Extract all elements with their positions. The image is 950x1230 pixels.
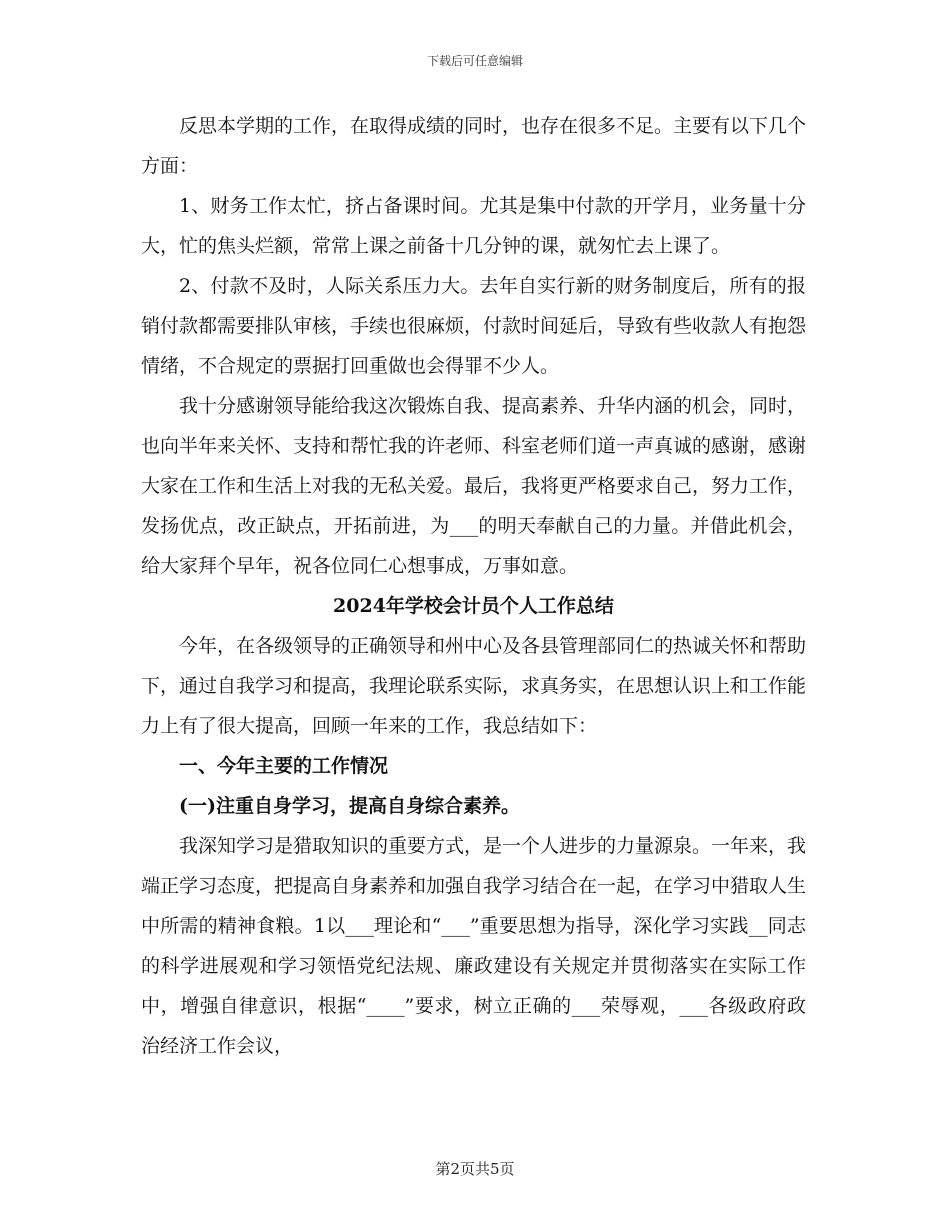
paragraph-reflection: 反思本学期的工作，在取得成绩的同时，也存在很多不足。主要有以下几个方面： [141,115,807,177]
page-footer: 第2页共5页 [435,1160,515,1178]
paragraph-thanks: 我十分感谢领导能给我这次锻炼自我、提高素养、升华内涵的机会，同时，也向半年来关怀、支持和帮忙我的许老师、科室老师们道一声真诚的感谢，感谢大家在工作和生活上对我的无私关爱。最后，我将更严格要求自己，努力工作，发扬优点，改正缺点，开拓前进，为___的明天奉献自己的力量。并借此机会，给大家拜个早年，祝各位同仁心想事成，万事如意。 [141,395,807,577]
paragraph-issue-2: 2、付款不及时，人际关系压力大。去年自实行新的财务制度后，所有的报销付款都需要排队审核，手续也很麻烦，付款时间延后，导致有些收款人有抱怨情绪，不合规定的票据打回重做也会得罪不少人。 [141,275,807,377]
paragraph-issue-1: 1、财务工作太忙，挤占备课时间。尤其是集中付款的开学月，业务量十分大，忙的焦头烂额，常常上课之前备十几分钟的课，就匆忙去上课了。 [141,195,806,257]
paragraph-study: 我深知学习是猎取知识的重要方式，是一个人进步的力量源泉。一年来，我端正学习态度，把提高自身素养和加强自我学习结合在一起，在学习中猎取人生中所需的精神食粮。1以___理论和“___”重要思想为指导，深化学习实践__同志的科学进展观和学习领悟党纪法规、廉政建设有关规定并贯彻落实在实际工作中，增强自律意识，根据“____”要求，树立正确的___荣辱观，___各级政府政治经济工作会议， [141,835,807,1057]
section-heading: 一、今年主要的工作情况 [179,755,389,777]
subsection-heading: (一)注重自身学习，提高自身综合素养。 [179,795,520,817]
page-header: 下载后可任意编辑 [426,54,523,68]
document-body [141,106,806,1066]
document-title: 2024年学校会计员个人工作总结 [333,595,614,617]
paragraph-intro: 今年，在各级领导的正确领导和州中心及各县管理部同仁的热诚关怀和帮助下，通过自我学习和提高，我理论联系实际，求真务实，在思想认识上和工作能力上有了很大提高，回顾一年来的工作，我总结如下： [141,635,807,737]
